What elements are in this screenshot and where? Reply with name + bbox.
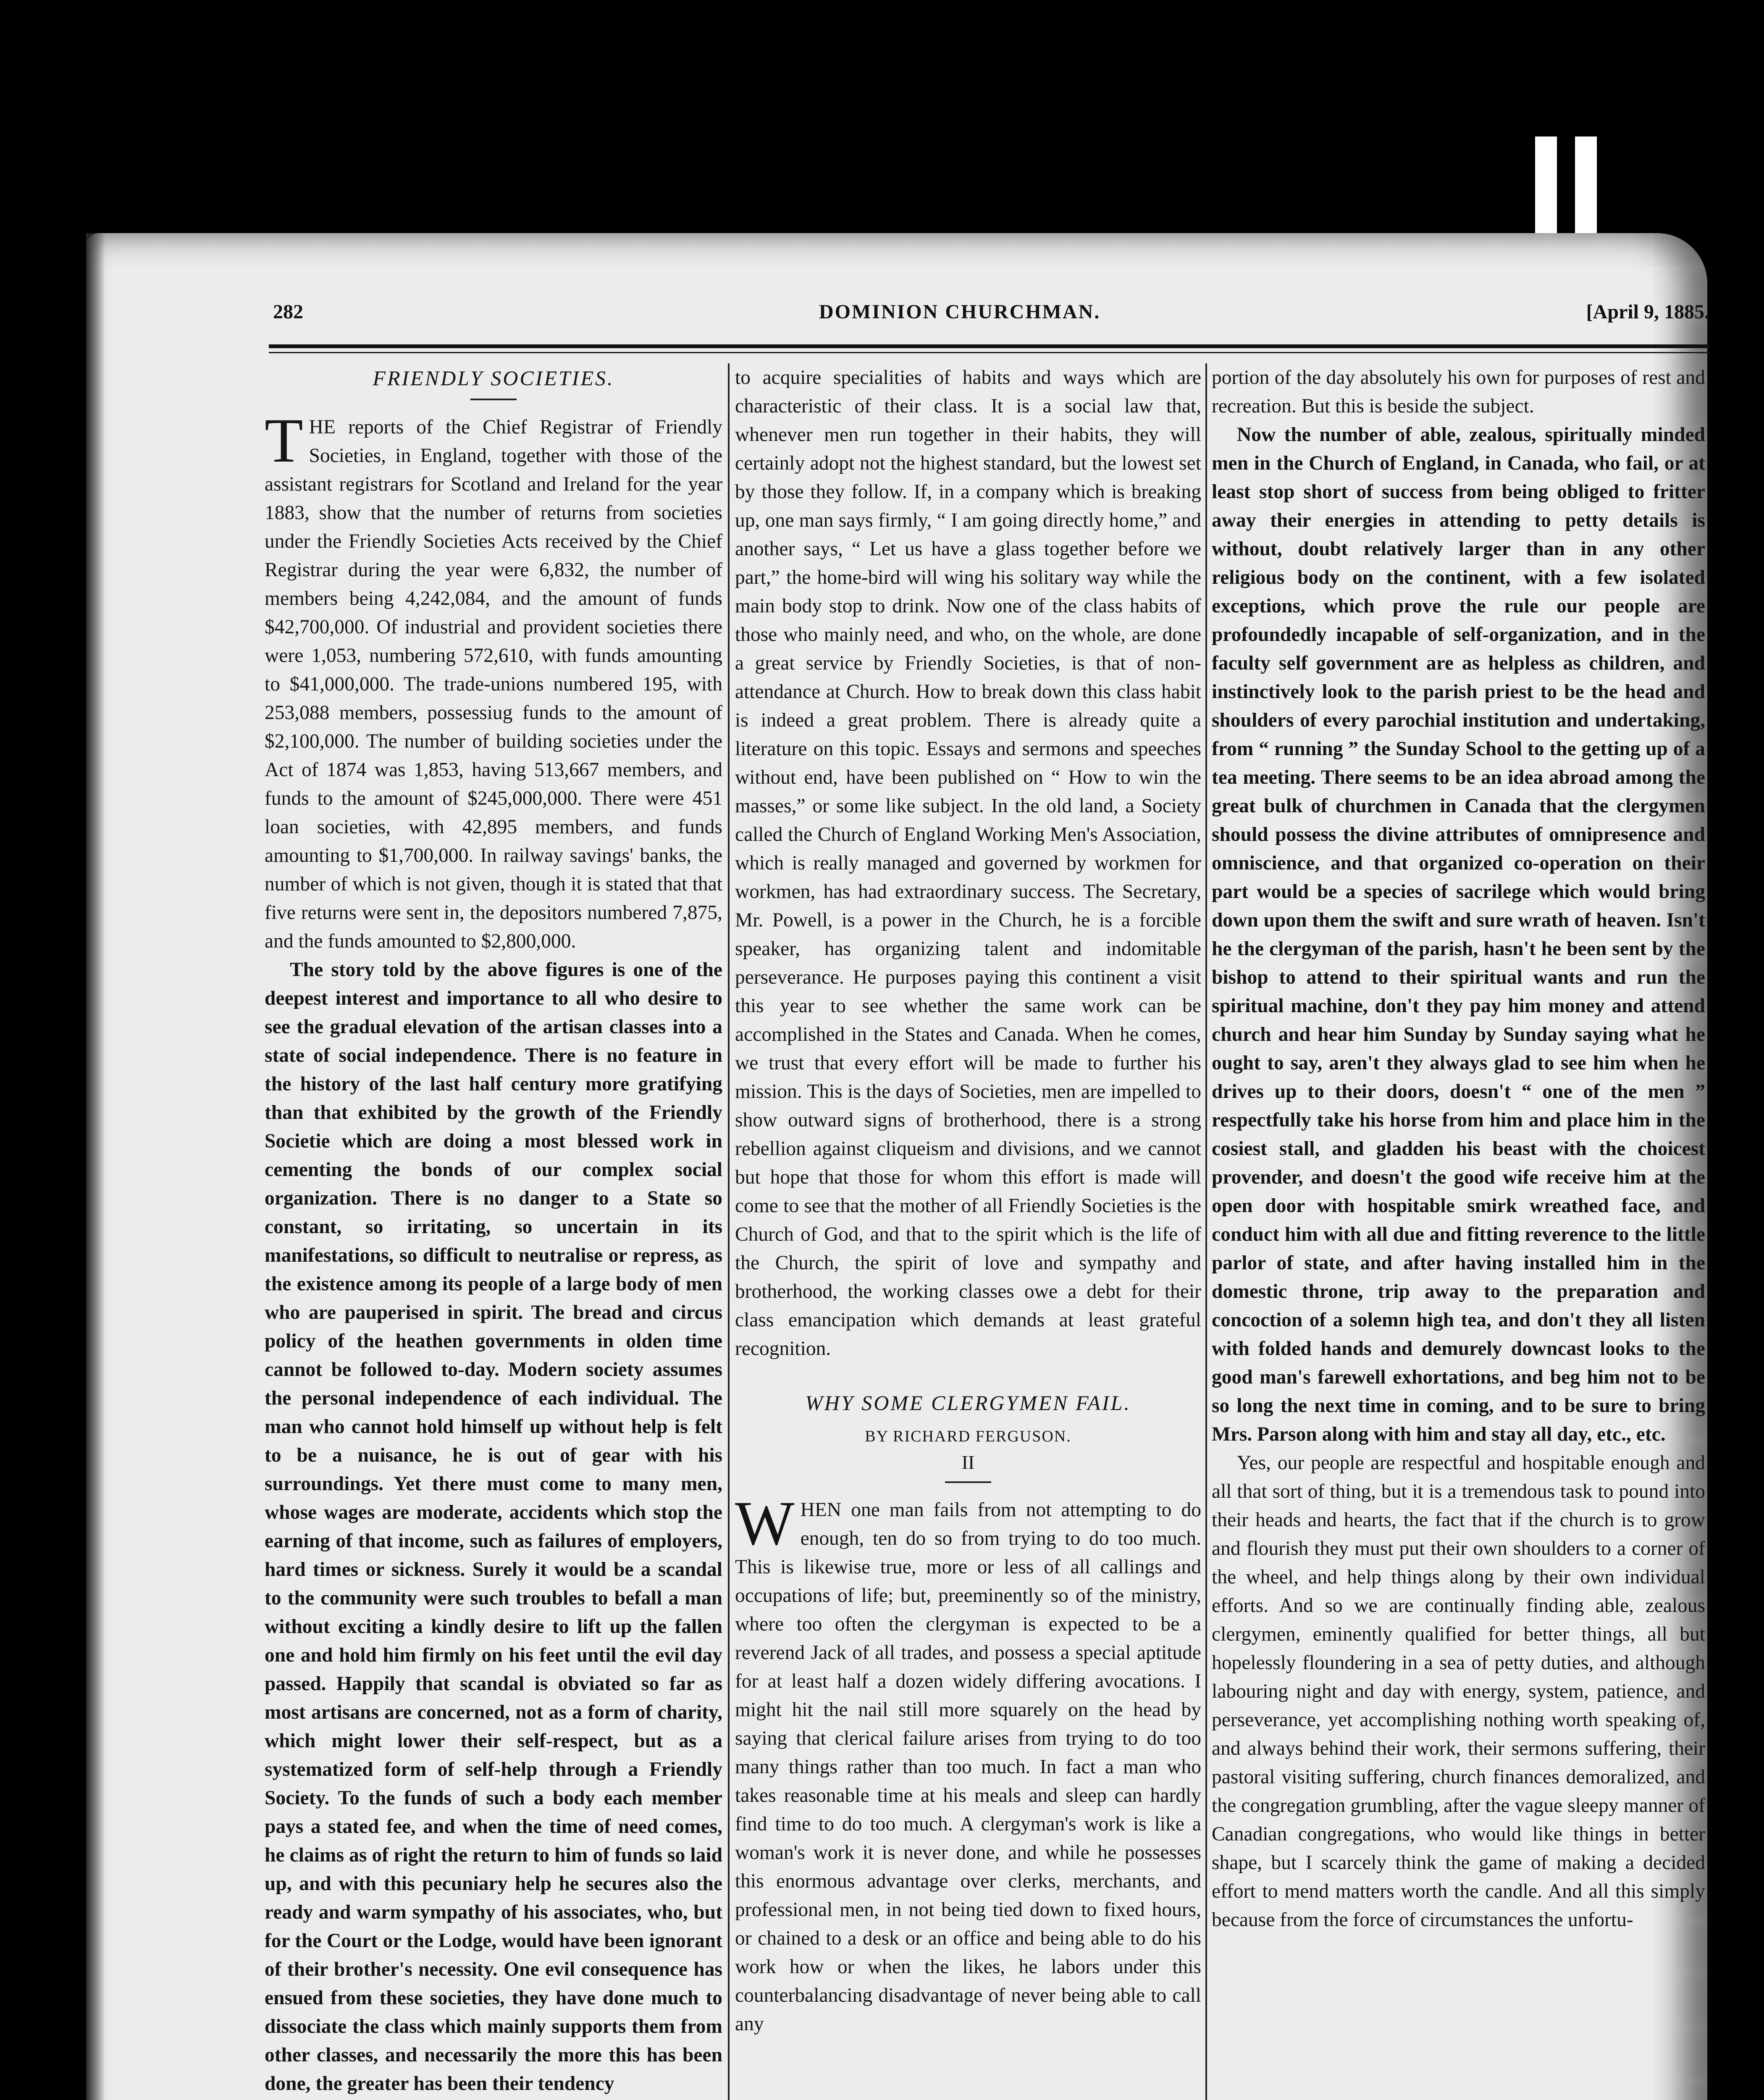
title-rule	[470, 399, 517, 400]
article2-paragraph-3: Yes, our people are respectful and hospitable enough and all that sort of thing, but it is a tremendous task to pound into their heads and hearts, the fact that if the church is to grow and flourish they must put their own shoulders to a corner of the wheel, and help things along by their own individual efforts. And so we are continually finding able, zealous clergymen, eminently qualified for better things, all but hopelessly floundering in a sea of petty duties, and although labouring night and day with energy, system, patience, and perseverance, yet accomplishing nothing worth speaking of, and always behind their work, their sermons suffering, their pastoral visiting suffering, church finances demoralized, and the congregation grumbling, after the vague sleepy manner of Canadian congregations, who would like things in better shape, but I scarcely think the game of making a decided effort to mend matters worth the candle. And all this simply because from the force of circumstances the unfortu-	[1212, 1452, 1705, 1931]
page-number: 282	[273, 301, 303, 323]
article-byline: BY RICHARD FERGUSON.	[865, 1428, 1071, 1445]
title-rule	[945, 1481, 991, 1483]
page-header	[273, 300, 1709, 326]
article1-paragraph-2: The story told by the above figures is one of the deepest interest and importance to all who desire to see the gradual elevation of the artisan classes into a state of social independence. There is no feature in the history of the last half century more gratifying than that exhibited by the growth of the Friendly Societie which are doing a most blessed work in cementing the bonds of our complex social organization. There is no danger to a State so constant, so irritating, so uncertain in its manifestations, so difficult to neutralise or repress, as the existence among its people of a large body of men who are pauperised in spirit. The bread and circus policy of the heathen governments in olden time cannot be followed to-day. Modern society assumes the personal independence of each individual. The man who cannot hold himself up without help is felt to be a nuisance, he is out of gear with his surroundings. Yet there must come to many men, whose wages are moderate, accidents which stop the earning of that income, such as failures of employers, hard times or sickness. Surely it would be a scandal to the community were such troubles to befall a man without exciting a kindly desire to lift up the fallen one and hold him firmly on his feet until the evil day passed. Happily that scandal is obviated so far as most artisans are concerned, not as a form of charity, which might lower their self-respect, but as a systematized form of self-help through a Friendly Society. To the funds of such a body each member pays a stated fee, and when the time of need comes, he claims as of right the return to him of funds so laid up, and with this pecuniary help he secures also the ready and warm sympathy of his associates, who, but for the Court or the Lodge, would have been ignorant of their brother's necessity. One evil consequence has ensued from these societies, they have done much to dissociate the class which mainly supports them from other classes, and necessarily the more this has been done, the greater has been their tendency	[265, 959, 722, 2095]
article1-paragraph-1: THE reports of the Chief Registrar of Friendly Societies, in England, together with those of the assistant registrars for Scotland and Ireland for the year 1883, show that the number of returns from societies under the Friendly Societies Acts received by the Chief Registrar during the year were 6,832, the number of members being 4,242,084, and the amount of funds $42,700,000. Of industrial and provident societies there were 1,053, numbering 572,610, with funds amounting to $41,000,000. The trade-unions numbered 195, with 253,088 members, possessiug funds to the amount of $2,100,000. The number of building societies under the Act of 1874 was 1,853, having 513,667 members, and funds to the amount of $245,000,000. There were 451 loan societies, with 42,895 members, and funds amounting to $1,700,000. In railway savings' banks, the number of which is not given, though it is stated that that five returns were sent in, the depositors numbered 7,875, and the funds amounted to $2,800,000.	[265, 406, 722, 952]
film-mark-top-left-bar	[1535, 136, 1557, 237]
column-1	[265, 363, 722, 2098]
header-rule-thin	[269, 352, 1709, 353]
article1-paragraph-3: to acquire specialities of habits and ways which are characteristic of their class. It is a social law that, whenever men run together in their habits, they will certainly adopt not the highest standard, but the lowest set by those they follow. If, in a company which is breaking up, one man says firmly, “ I am going directly home,” and another says, “ Let us have a glass together before we part,” the home-bird will wing his solitary way while the main body stop to drink. Now one of the class habits of those who mainly need, and who, on the whole, are done a great service by Friendly Societies, is that of non-attendance at Church. How to break down this class habit is indeed a great problem. There is already quite a literature on this topic. Essays and sermons and speeches without end, have been published on “ How to win the masses,” or some like subject. In the old land, a Society called the Church of England Working Men's Association, which is really managed and governed by workmen for workmen, has had extraordinary success. The Secretary, Mr. Powell, is a power in the Church, he is a forcible speaker, has organizing talent and indomitable perseverance. He purposes paying this continent a visit this year to see whether the same work can be accomplished in the States and Canada. When he comes, we trust that every effort will be made to further his mission. This is the days of Societies, men are impelled to show outward signs of brotherhood, there is a strong rebellion against cliqueism and divisions, and we cannot but hope that those for whom this effort is made will come to see that the mother of all Friendly Societies is the Church of God, and that to the spirit which is the life of the Church, the spirit of love and sympathy and brotherhood, the working classes owe a debt for their class emancipation which demands at least grateful recognition.	[735, 367, 1201, 1360]
film-mark-top-right-bar	[1575, 136, 1597, 237]
article-title-why-some-clergymen-fail: WHY SOME CLERGYMEN FAIL.	[805, 1391, 1131, 1415]
article2-paragraph-2: Now the number of able, zealous, spiritually minded men in the Church of England, in Canada, who fail, or at least stop short of success from being obliged to fritter away their energies in attending to petty details is without, doubt relatively larger than in any other religious body on the continent, with a few isolated exceptions, which prove the rule our people are profoundedly incapable of self-organization, and in the faculty self government are as helpless as children, and instinctively look to the parish priest to be the head and shoulders of every parochial institution and undertaking, from “ running ” the Sunday School to the getting up of a tea meeting. There seems to be an idea abroad among the great bulk of churchmen in Canada that the clergymen should possess the divine attributes of omnipresence and omniscience, and that organized co-operation on their part would be a species of sacrilege which would bring down upon them the swift and sure wrath of heaven. Isn't he the clergyman of the parish, hasn't he been sent by the bishop to attend to their spiritual wants and run the spiritual machine, don't they pay him money and attend church and hear him Sunday by Sunday saying what he ought to say, aren't they always glad to see him when he drives up to their doors, doesn't “ one of the men ” respectfully take his horse from him and place him in the cosiest stall, and gladden his beast with the choicest provender, and doesn't the good wife receive him at the open door with hospitable smirk wreathed face, and conduct him with all due and fitting reverence to the little parlor of state, and after having installed him in the domestic throne, trip away to the preparation and concoction of a solemn high tea, and don't they all listen with folded hands and demurely downcast looks to the good man's farewell exhortations, and beg him not to be so long the next time in coming, and to be sure to bring Mrs. Parson along with him and stay all day, etc., etc.	[1212, 424, 1705, 1445]
page-spine-shadow	[86, 233, 105, 2100]
drop-cap: T	[265, 406, 303, 475]
article2-paragraph-1-continued: portion of the day absolutely his own for purposes of rest and recreation. But this is beside the subject.	[1212, 367, 1705, 417]
article-title-friendly-societies: FRIENDLY SOCIETIES.	[373, 366, 614, 390]
drop-cap: W	[735, 1488, 795, 1558]
column-3	[1212, 363, 1705, 1934]
publication-title: DOMINION CHURCHMAN.	[819, 301, 1101, 323]
article-part-number: II	[961, 1452, 975, 1473]
column-2	[735, 363, 1201, 2038]
issue-date: [April 9, 1885.	[1586, 301, 1709, 323]
article2-paragraph-1: WHEN one man fails from not attempting to do enough, ten do so from trying to do too much. This is likewise true, more or less of all callings and occupations of life; but, preeminently so of the ministry, where too often the clergyman is expected to be a reverend Jack of all trades, and possess a special aptitude for at least half a dozen widely differing avocations. I might hit the nail still more squarely on the head by saying that clerical failure arises from trying to do too many things rather than too much. In fact a man who takes reasonable time at his meals and sleep can hardly find time to do too much. A clergyman's work is like a woman's work it is never done, and while he possesses this enormous advantage over clerks, merchants, and professional men, in not being tied down to fixed hours, or chained to a desk or an office and being able to do his work how or when the likes, he labors under this counterbalancing disadvantage of never being able to call any	[735, 1488, 1201, 2035]
column-divider-1	[728, 363, 730, 2100]
column-divider-2	[1205, 363, 1207, 2100]
header-rule-thick	[269, 344, 1709, 348]
